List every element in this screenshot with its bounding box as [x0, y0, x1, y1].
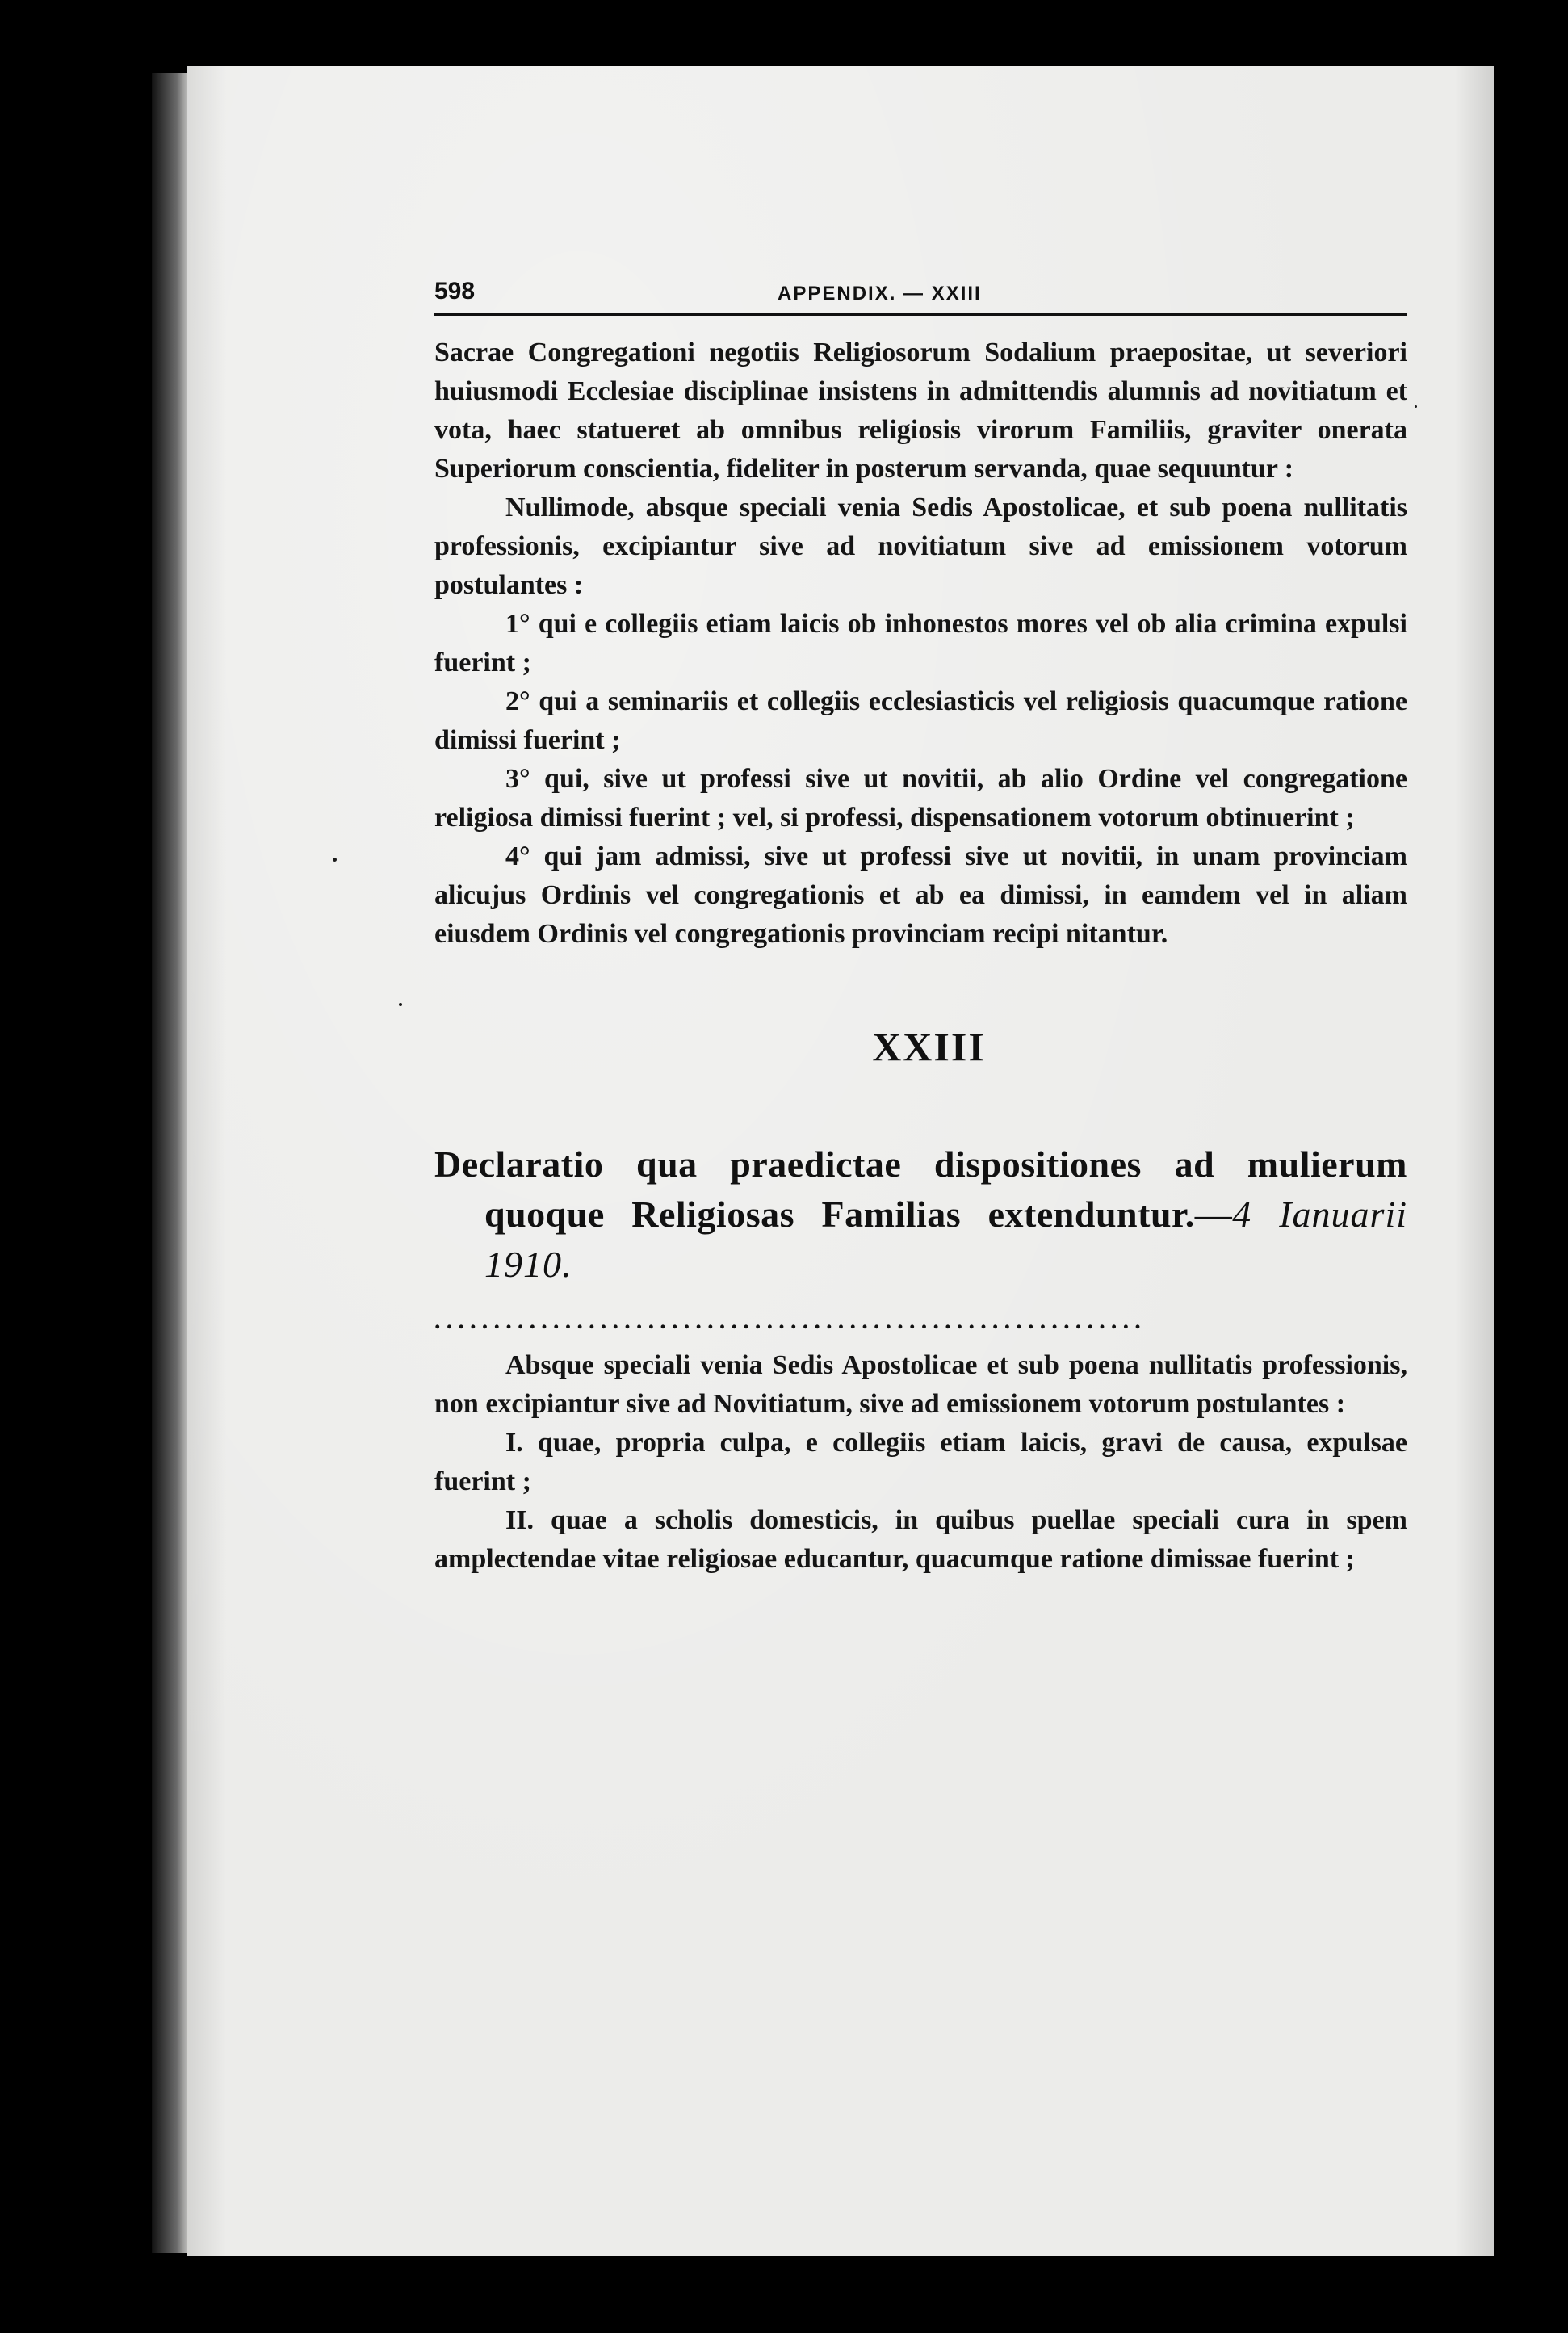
section-number: XXIII	[872, 1024, 986, 1069]
paragraph-item-II: II. quae a scholis domesticis, in quibus puellae speciali cura in spem amplectendae vitae religiosae educantur, quacumque ratione dimissae fuerint ;	[434, 1505, 1407, 1574]
paragraph-item-1: 1° qui e collegiis etiam laicis ob inhonestos mores vel ob alia crimina expulsi fuerint ;	[434, 609, 1407, 678]
dotted-divider: ............................................................	[434, 1311, 1147, 1332]
film-speck	[399, 1003, 402, 1006]
paragraph-item-I: I. quae, propria culpa, e collegiis etiam laicis, gravi de causa, expulsae fuerint ;	[434, 1428, 1407, 1496]
document-title	[434, 1139, 1407, 1290]
paragraph-item-4: 4° qui jam admissi, sive ut professi sive ut novitii, in unam provinciam alicujus Ordinis vel congregationis et ab ea dimissi, in eamdem vel in aliam eiusdem Ordinis vel congregationis provinciam recipi nitantur.	[434, 841, 1407, 949]
page-number: 598	[434, 278, 476, 304]
text-block	[434, 275, 1407, 1579]
running-head	[434, 275, 1407, 316]
running-title: APPENDIX. — XXIII	[778, 283, 982, 304]
film-speck	[333, 858, 337, 862]
film-speck	[1415, 405, 1417, 408]
paragraph-item-2: 2° qui a seminariis et collegiis ecclesiasticis vel religiosis quacumque ratione dimissi fuerint ;	[434, 686, 1407, 755]
paragraph-intro: Sacrae Congregationi negotiis Religiosorum Sodalium praepositae, ut severiori huiusmodi Ecclesiae disciplinae insistens in admittendis alumnis ad novitiatum et vota, haec statueret ab omnibus religiosis virorum Familiis, graviter onerata Superiorum conscientia, fideliter in posterum servanda, quae sequuntur :	[434, 338, 1407, 484]
page-binding-edge	[152, 73, 187, 2253]
paragraph-item-3: 3° qui, sive ut professi sive ut novitii, ab alio Ordine vel congregatione religiosa dimissi fuerint ; vel, si professi, dispensationem votorum obtinuerint ;	[434, 764, 1407, 833]
paragraph-absque: Absque speciali venia Sedis Apostolicae et sub poena nullitatis professionis, non excipiantur sive ad Novitiatum, sive ad emissionem votorum postulantes :	[434, 1350, 1407, 1419]
document-date: 4 Ianuarii 1910.	[484, 1194, 1407, 1285]
paragraph-nullimode: Nullimode, absque speciali venia Sedis Apostolicae, et sub poena nullitatis professionis, excipiantur sive ad novitiatum sive ad emissionem votorum postulantes :	[434, 493, 1407, 600]
document-title-text: Declaratio qua praedictae dispositiones ad mulierum quoque Religiosas Familias extenduntur.—	[434, 1143, 1407, 1235]
